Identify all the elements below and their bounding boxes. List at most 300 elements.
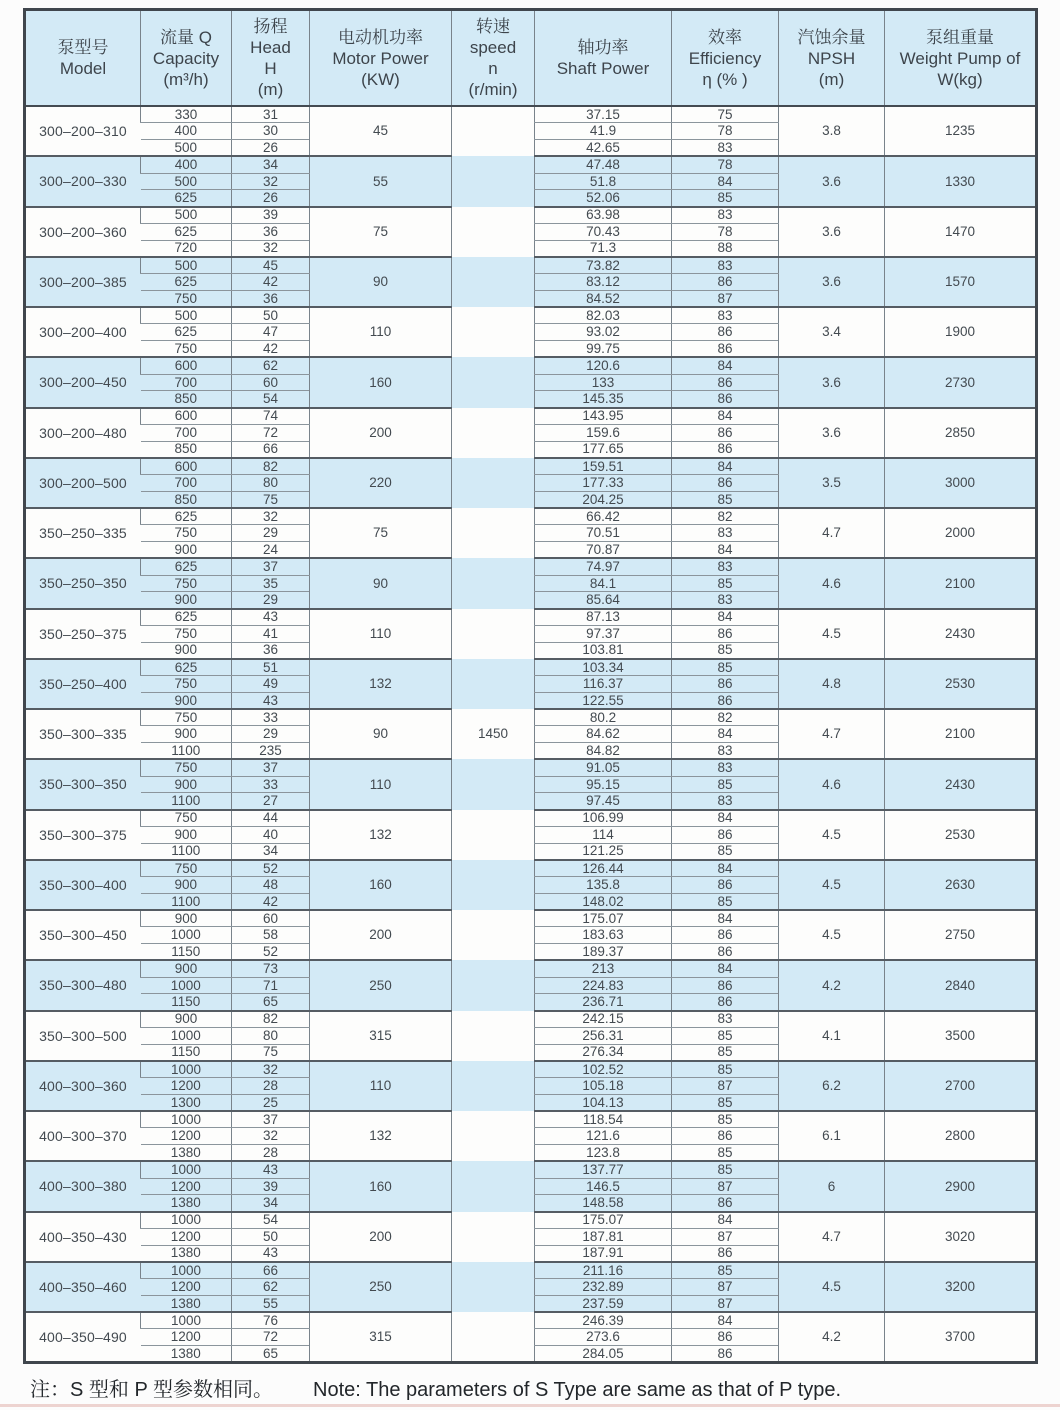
npsh-cell: 3.6: [779, 408, 885, 458]
head-cell: 43: [232, 692, 310, 709]
capacity-cell: 625: [141, 558, 232, 575]
efficiency-cell: 84: [672, 357, 779, 374]
model-cell: 300–200–330: [25, 156, 141, 206]
efficiency-cell: 86: [672, 1195, 779, 1212]
speed-cell: [452, 307, 535, 357]
capacity-cell: 750: [141, 860, 232, 877]
head-cell: 60: [232, 374, 310, 391]
capacity-cell: 750: [141, 525, 232, 542]
shaft-power-cell: 175.07: [535, 1212, 672, 1229]
weight-cell: 3200: [885, 1262, 1037, 1312]
efficiency-cell: 85: [672, 642, 779, 659]
motor-power-cell: 132: [310, 659, 452, 709]
speed-cell: [452, 1011, 535, 1061]
capacity-cell: 1380: [141, 1346, 232, 1363]
capacity-cell: 900: [141, 877, 232, 894]
head-cell: 39: [232, 207, 310, 224]
npsh-cell: 4.5: [779, 1262, 885, 1312]
weight-cell: 1900: [885, 307, 1037, 357]
spec-row: [25, 1212, 1037, 1229]
capacity-cell: 625: [141, 274, 232, 291]
motor-power-cell: 160: [310, 860, 452, 910]
efficiency-cell: 84: [672, 860, 779, 877]
shaft-power-cell: 133: [535, 374, 672, 391]
shaft-power-cell: 211.16: [535, 1262, 672, 1279]
efficiency-cell: 86: [672, 391, 779, 408]
model-cell: 300–200–450: [25, 357, 141, 407]
efficiency-cell: 84: [672, 408, 779, 425]
weight-cell: 2800: [885, 1111, 1037, 1161]
weight-cell: 2530: [885, 659, 1037, 709]
col-header-shaft-power: [535, 10, 672, 107]
model-cell: 350–300–500: [25, 1011, 141, 1061]
capacity-cell: 1100: [141, 743, 232, 760]
shaft-power-cell: 273.6: [535, 1329, 672, 1346]
col-header-npsh: [779, 10, 885, 107]
capacity-cell: 900: [141, 726, 232, 743]
head-cell: 42: [232, 893, 310, 910]
speed-cell: [452, 810, 535, 860]
spec-row: [25, 1011, 1037, 1028]
efficiency-cell: 83: [672, 257, 779, 274]
head-cell: 31: [232, 106, 310, 123]
header-line: NPSH: [807, 48, 856, 68]
capacity-cell: 1150: [141, 1044, 232, 1061]
speed-cell: [452, 357, 535, 407]
capacity-cell: 1000: [141, 1212, 232, 1229]
head-cell: 27: [232, 793, 310, 810]
shaft-power-cell: 120.6: [535, 357, 672, 374]
head-cell: 34: [232, 843, 310, 860]
head-cell: 32: [232, 173, 310, 190]
shaft-power-cell: 256.31: [535, 1027, 672, 1044]
header-line: Model: [59, 59, 107, 78]
speed-cell: [452, 759, 535, 809]
header-line: (m): [818, 69, 845, 89]
capacity-cell: 850: [141, 441, 232, 458]
shaft-power-cell: 123.8: [535, 1145, 672, 1162]
weight-cell: 3700: [885, 1312, 1037, 1362]
capacity-cell: 1000: [141, 1262, 232, 1279]
efficiency-cell: 85: [672, 776, 779, 793]
model-cell: 300–200–385: [25, 257, 141, 307]
spec-row: [25, 1161, 1037, 1178]
header-line: 转速: [476, 17, 510, 36]
efficiency-cell: 83: [672, 592, 779, 609]
model-cell: 400–300–380: [25, 1161, 141, 1211]
head-cell: 29: [232, 592, 310, 609]
speed-cell: [452, 1312, 535, 1362]
efficiency-cell: 85: [672, 1161, 779, 1178]
shaft-power-cell: 121.25: [535, 843, 672, 860]
speed-cell: [452, 458, 535, 508]
spec-row: [25, 709, 1037, 726]
head-cell: 50: [232, 1228, 310, 1245]
shaft-power-cell: 84.1: [535, 575, 672, 592]
shaft-power-cell: 137.77: [535, 1161, 672, 1178]
spec-row: [25, 207, 1037, 224]
col-header-efficiency: [672, 10, 779, 107]
shaft-power-cell: 105.18: [535, 1078, 672, 1095]
head-cell: 52: [232, 860, 310, 877]
model-cell: 400–300–370: [25, 1111, 141, 1161]
header-line: speed: [469, 38, 517, 57]
model-cell: 350–250–335: [25, 508, 141, 558]
capacity-cell: 750: [141, 676, 232, 693]
head-cell: 26: [232, 140, 310, 157]
head-cell: 25: [232, 1094, 310, 1111]
shaft-power-cell: 159.51: [535, 458, 672, 475]
shaft-power-cell: 84.82: [535, 743, 672, 760]
capacity-cell: 750: [141, 575, 232, 592]
efficiency-cell: 84: [672, 458, 779, 475]
efficiency-cell: 87: [672, 1228, 779, 1245]
efficiency-cell: 86: [672, 692, 779, 709]
header-line: (KW): [361, 69, 400, 89]
speed-cell: [452, 1262, 535, 1312]
header-line: 扬程: [253, 17, 288, 36]
spec-row: [25, 910, 1037, 927]
table-header: [25, 10, 1037, 107]
efficiency-cell: 86: [672, 1329, 779, 1346]
head-cell: 33: [232, 709, 310, 726]
spec-row: [25, 1312, 1037, 1329]
shaft-power-cell: 175.07: [535, 910, 672, 927]
efficiency-cell: 86: [672, 977, 779, 994]
npsh-cell: 3.6: [779, 357, 885, 407]
speed-cell: [452, 558, 535, 608]
npsh-cell: 4.2: [779, 960, 885, 1010]
capacity-cell: 900: [141, 826, 232, 843]
efficiency-cell: 85: [672, 1145, 779, 1162]
capacity-cell: 1200: [141, 1279, 232, 1296]
weight-cell: 2100: [885, 558, 1037, 608]
head-cell: 39: [232, 1178, 310, 1195]
speed-cell: [452, 860, 535, 910]
capacity-cell: 850: [141, 391, 232, 408]
npsh-cell: 6: [779, 1161, 885, 1211]
efficiency-cell: 85: [672, 1111, 779, 1128]
efficiency-cell: 83: [672, 743, 779, 760]
efficiency-cell: 85: [672, 893, 779, 910]
shaft-power-cell: 118.54: [535, 1111, 672, 1128]
efficiency-cell: 86: [672, 877, 779, 894]
motor-power-cell: 132: [310, 810, 452, 860]
model-cell: 300–200–500: [25, 458, 141, 508]
weight-cell: 1235: [885, 106, 1037, 156]
efficiency-cell: 83: [672, 525, 779, 542]
efficiency-cell: 88: [672, 240, 779, 257]
shaft-power-cell: 103.34: [535, 659, 672, 676]
model-cell: 300–200–360: [25, 207, 141, 257]
head-cell: 42: [232, 341, 310, 358]
efficiency-cell: 83: [672, 207, 779, 224]
capacity-cell: 1200: [141, 1078, 232, 1095]
efficiency-cell: 83: [672, 558, 779, 575]
efficiency-cell: 82: [672, 709, 779, 726]
head-cell: 66: [232, 1262, 310, 1279]
capacity-cell: 400: [141, 123, 232, 140]
scan-edge-line: [0, 1404, 1060, 1407]
shaft-power-cell: 284.05: [535, 1346, 672, 1363]
capacity-cell: 500: [141, 140, 232, 157]
shaft-power-cell: 242.15: [535, 1011, 672, 1028]
capacity-cell: 330: [141, 106, 232, 123]
efficiency-cell: 87: [672, 1178, 779, 1195]
capacity-cell: 1100: [141, 843, 232, 860]
capacity-cell: 1000: [141, 977, 232, 994]
npsh-cell: 3.6: [779, 257, 885, 307]
head-cell: 24: [232, 542, 310, 559]
efficiency-cell: 86: [672, 274, 779, 291]
motor-power-cell: 250: [310, 1262, 452, 1312]
capacity-cell: 1000: [141, 1061, 232, 1078]
capacity-cell: 750: [141, 810, 232, 827]
col-header-head: [232, 10, 310, 107]
spec-row: [25, 156, 1037, 173]
header-line: 泵组重量: [926, 27, 994, 47]
npsh-cell: 6.2: [779, 1061, 885, 1111]
efficiency-cell: 84: [672, 726, 779, 743]
shaft-power-cell: 84.62: [535, 726, 672, 743]
efficiency-cell: 85: [672, 1044, 779, 1061]
efficiency-cell: 84: [672, 810, 779, 827]
shaft-power-cell: 104.13: [535, 1094, 672, 1111]
head-cell: 75: [232, 491, 310, 508]
header-line: η (% ): [702, 69, 748, 89]
capacity-cell: 500: [141, 207, 232, 224]
header-line: 流量 Q: [160, 27, 212, 47]
head-cell: 34: [232, 1195, 310, 1212]
npsh-cell: 6.1: [779, 1111, 885, 1161]
head-cell: 52: [232, 944, 310, 961]
head-cell: 60: [232, 910, 310, 927]
spec-row: [25, 458, 1037, 475]
weight-cell: 2100: [885, 709, 1037, 759]
capacity-cell: 750: [141, 625, 232, 642]
head-cell: 66: [232, 441, 310, 458]
col-header-weight: [885, 10, 1037, 107]
spec-row: [25, 106, 1037, 123]
header-line: Head: [250, 38, 291, 57]
speed-cell: [452, 106, 535, 156]
shaft-power-cell: 159.6: [535, 424, 672, 441]
head-cell: 42: [232, 274, 310, 291]
efficiency-cell: 86: [672, 994, 779, 1011]
capacity-cell: 400: [141, 156, 232, 173]
head-cell: 49: [232, 676, 310, 693]
shaft-power-cell: 99.75: [535, 341, 672, 358]
efficiency-cell: 86: [672, 1245, 779, 1262]
shaft-power-cell: 73.82: [535, 257, 672, 274]
efficiency-cell: 86: [672, 625, 779, 642]
head-cell: 50: [232, 307, 310, 324]
capacity-cell: 850: [141, 491, 232, 508]
header-line: Motor Power: [332, 48, 429, 68]
col-header-motor-power: [310, 10, 452, 107]
efficiency-cell: 78: [672, 156, 779, 173]
capacity-cell: 1000: [141, 1111, 232, 1128]
capacity-cell: 1000: [141, 1312, 232, 1329]
head-cell: 32: [232, 1128, 310, 1145]
npsh-cell: 4.7: [779, 508, 885, 558]
spec-row: [25, 558, 1037, 575]
efficiency-cell: 86: [672, 441, 779, 458]
head-cell: 44: [232, 810, 310, 827]
shaft-power-cell: 70.87: [535, 542, 672, 559]
speed-cell: [452, 1061, 535, 1111]
capacity-cell: 600: [141, 458, 232, 475]
head-cell: 62: [232, 1279, 310, 1296]
capacity-cell: 500: [141, 173, 232, 190]
motor-power-cell: 315: [310, 1312, 452, 1362]
header-line: 轴功率: [577, 38, 629, 57]
efficiency-cell: 83: [672, 759, 779, 776]
efficiency-cell: 85: [672, 1094, 779, 1111]
head-cell: 54: [232, 391, 310, 408]
efficiency-cell: 86: [672, 1128, 779, 1145]
shaft-power-cell: 70.43: [535, 223, 672, 240]
motor-power-cell: 160: [310, 357, 452, 407]
capacity-cell: 1100: [141, 893, 232, 910]
shaft-power-cell: 177.33: [535, 475, 672, 492]
capacity-cell: 700: [141, 374, 232, 391]
head-cell: 82: [232, 1011, 310, 1028]
header-line: (m): [257, 80, 284, 99]
capacity-cell: 1000: [141, 1027, 232, 1044]
capacity-cell: 500: [141, 307, 232, 324]
head-cell: 45: [232, 257, 310, 274]
capacity-cell: 1200: [141, 1178, 232, 1195]
shaft-power-cell: 83.12: [535, 274, 672, 291]
capacity-cell: 900: [141, 692, 232, 709]
speed-cell: [452, 1212, 535, 1262]
speed-cell: [452, 910, 535, 960]
efficiency-cell: 85: [672, 843, 779, 860]
shaft-power-cell: 95.15: [535, 776, 672, 793]
shaft-power-cell: 106.99: [535, 810, 672, 827]
efficiency-cell: 78: [672, 123, 779, 140]
shaft-power-cell: 146.5: [535, 1178, 672, 1195]
shaft-power-cell: 102.52: [535, 1061, 672, 1078]
shaft-power-cell: 232.89: [535, 1279, 672, 1296]
motor-power-cell: 90: [310, 709, 452, 759]
efficiency-cell: 83: [672, 307, 779, 324]
footnote: [30, 1373, 1060, 1402]
capacity-cell: 625: [141, 508, 232, 525]
shaft-power-cell: 97.37: [535, 625, 672, 642]
shaft-power-cell: 187.81: [535, 1228, 672, 1245]
capacity-cell: 1380: [141, 1195, 232, 1212]
motor-power-cell: 110: [310, 609, 452, 659]
shaft-power-cell: 85.64: [535, 592, 672, 609]
efficiency-cell: 75: [672, 106, 779, 123]
efficiency-cell: 84: [672, 960, 779, 977]
speed-cell: [452, 960, 535, 1010]
model-cell: 350–250–400: [25, 659, 141, 709]
weight-cell: 2730: [885, 357, 1037, 407]
head-cell: 47: [232, 324, 310, 341]
shaft-power-cell: 37.15: [535, 106, 672, 123]
head-cell: 73: [232, 960, 310, 977]
head-cell: 58: [232, 927, 310, 944]
speed-cell: [452, 1111, 535, 1161]
spec-row: [25, 257, 1037, 274]
capacity-cell: 625: [141, 324, 232, 341]
shaft-power-cell: 236.71: [535, 994, 672, 1011]
efficiency-cell: 87: [672, 1279, 779, 1296]
weight-cell: 3500: [885, 1011, 1037, 1061]
efficiency-cell: 86: [672, 374, 779, 391]
header-line: Weight Pump of: [899, 48, 1021, 68]
npsh-cell: 4.6: [779, 558, 885, 608]
efficiency-cell: 86: [672, 944, 779, 961]
shaft-power-cell: 93.02: [535, 324, 672, 341]
speed-cell: [452, 508, 535, 558]
head-cell: 32: [232, 240, 310, 257]
weight-cell: 1470: [885, 207, 1037, 257]
motor-power-cell: 200: [310, 1212, 452, 1262]
speed-cell: 1450: [452, 709, 535, 759]
weight-cell: 2840: [885, 960, 1037, 1010]
npsh-cell: 3.5: [779, 458, 885, 508]
speed-cell: [452, 408, 535, 458]
head-cell: 40: [232, 826, 310, 843]
shaft-power-cell: 187.91: [535, 1245, 672, 1262]
capacity-cell: 625: [141, 190, 232, 207]
note-zh: 注：S 型和 P 型参数相同。: [30, 1378, 273, 1401]
shaft-power-cell: 103.81: [535, 642, 672, 659]
capacity-cell: 625: [141, 223, 232, 240]
npsh-cell: 4.6: [779, 759, 885, 809]
head-cell: 80: [232, 1027, 310, 1044]
capacity-cell: 750: [141, 290, 232, 307]
model-cell: 350–300–450: [25, 910, 141, 960]
efficiency-cell: 86: [672, 826, 779, 843]
pump-spec-table: [23, 8, 1038, 1364]
npsh-cell: 4.2: [779, 1312, 885, 1362]
capacity-cell: 750: [141, 759, 232, 776]
shaft-power-cell: 52.06: [535, 190, 672, 207]
spec-row: [25, 609, 1037, 626]
model-cell: 400–350–490: [25, 1312, 141, 1362]
capacity-cell: 700: [141, 475, 232, 492]
efficiency-cell: 84: [672, 1212, 779, 1229]
header-line: n: [488, 59, 498, 78]
efficiency-cell: 83: [672, 140, 779, 157]
speed-cell: [452, 609, 535, 659]
model-cell: 400–300–360: [25, 1061, 141, 1111]
capacity-cell: 1150: [141, 994, 232, 1011]
header-line: Shaft Power: [556, 59, 650, 78]
header-line: Capacity: [152, 48, 220, 68]
head-cell: 65: [232, 1346, 310, 1363]
head-cell: 32: [232, 508, 310, 525]
weight-cell: 2430: [885, 759, 1037, 809]
header-line: W(kg): [937, 69, 983, 89]
head-cell: 235: [232, 743, 310, 760]
spec-row: [25, 357, 1037, 374]
efficiency-cell: 83: [672, 1011, 779, 1028]
model-cell: 400–350–430: [25, 1212, 141, 1262]
motor-power-cell: 250: [310, 960, 452, 1010]
efficiency-cell: 82: [672, 508, 779, 525]
shaft-power-cell: 47.48: [535, 156, 672, 173]
spec-row: [25, 508, 1037, 525]
weight-cell: 1330: [885, 156, 1037, 206]
capacity-cell: 900: [141, 1011, 232, 1028]
motor-power-cell: 75: [310, 508, 452, 558]
